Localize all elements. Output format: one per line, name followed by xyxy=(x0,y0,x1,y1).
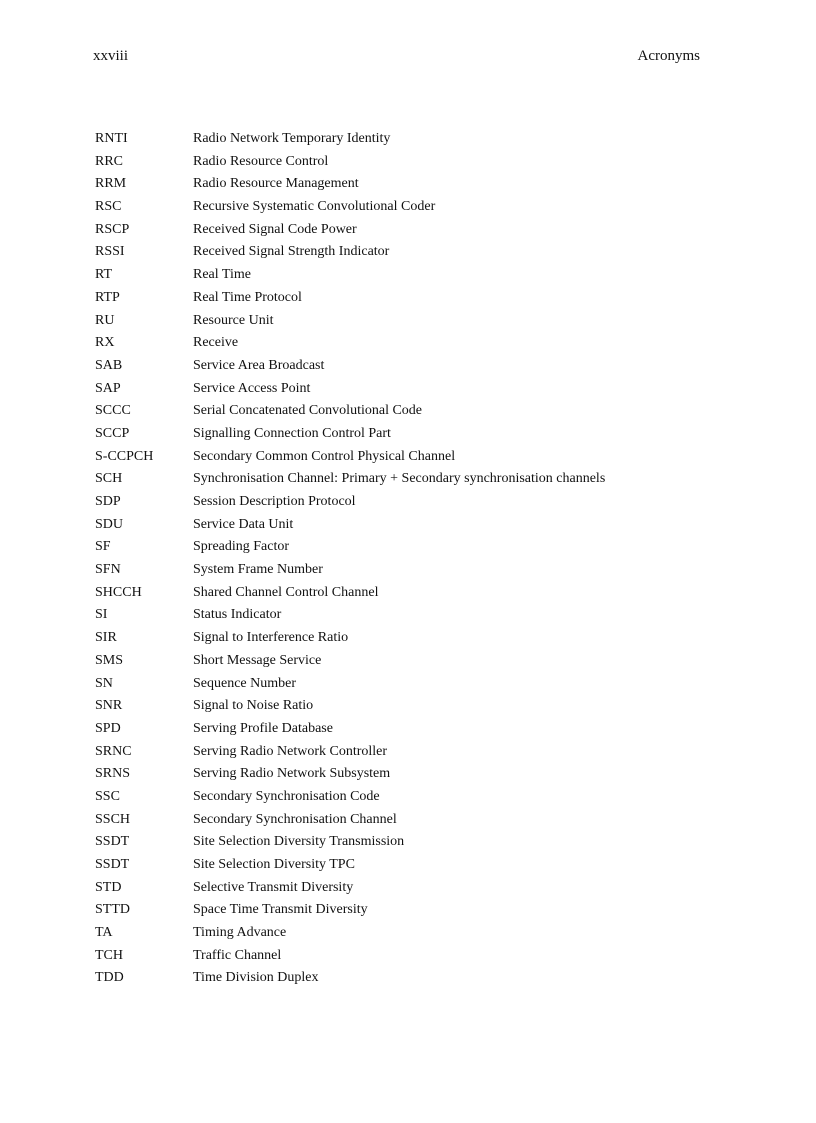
acronym-definition: Resource Unit xyxy=(193,312,274,328)
acronym-row xyxy=(95,514,735,537)
acronym-row xyxy=(95,945,735,968)
acronym-term: SCCP xyxy=(95,425,130,441)
acronym-definition: Time Division Duplex xyxy=(193,970,319,986)
acronym-term: SDP xyxy=(95,494,121,509)
acronym-definition: Serving Profile Database xyxy=(193,720,333,736)
acronym-row xyxy=(95,468,735,491)
acronym-row xyxy=(95,967,735,990)
acronym-row xyxy=(95,128,735,151)
acronym-definition: System Frame Number xyxy=(193,562,323,578)
acronym-row xyxy=(95,763,735,786)
acronym-definition: Radio Resource Management xyxy=(193,176,359,192)
acronym-row xyxy=(95,854,735,877)
acronym-term: S-CCPCH xyxy=(95,448,154,464)
acronym-definition: Real Time Protocol xyxy=(193,289,302,305)
acronym-definition: Received Signal Strength Indicator xyxy=(193,244,390,260)
acronym-term: SN xyxy=(95,675,113,691)
acronym-row xyxy=(95,310,735,333)
acronym-definition: Received Signal Code Power xyxy=(193,221,357,237)
acronym-term: TA xyxy=(95,925,113,941)
acronym-term: RT xyxy=(95,267,113,283)
acronym-definition: Radio Network Temporary Identity xyxy=(193,131,391,146)
acronym-definition: Spreading Factor xyxy=(193,539,290,555)
acronym-row xyxy=(95,536,735,559)
acronym-definition: Service Data Unit xyxy=(193,516,294,532)
acronym-row xyxy=(95,673,735,696)
acronym-term: SSCH xyxy=(95,811,131,827)
section-title: Acronyms xyxy=(637,48,700,64)
acronym-term: RSSI xyxy=(95,244,125,260)
acronym-definition: Serving Radio Network Subsystem xyxy=(193,766,391,782)
acronym-term: SFN xyxy=(95,562,121,578)
acronym-term: RX xyxy=(95,335,115,351)
acronym-term: SI xyxy=(95,607,108,623)
acronym-definition: Signal to Noise Ratio xyxy=(193,698,314,714)
acronym-row xyxy=(95,786,735,809)
acronym-term: RSCP xyxy=(95,221,130,237)
acronym-row xyxy=(95,446,735,469)
acronym-definition: Session Description Protocol xyxy=(193,494,356,509)
acronym-term: SMS xyxy=(95,652,124,668)
acronym-term: STTD xyxy=(95,902,130,918)
acronym-term: SPD xyxy=(95,720,121,736)
acronym-row xyxy=(95,559,735,582)
acronym-term: SF xyxy=(95,539,111,555)
acronym-row xyxy=(95,151,735,174)
acronym-definition: Service Area Broadcast xyxy=(193,357,325,373)
page-number: xxviii xyxy=(93,48,129,64)
acronym-definition: Serving Radio Network Controller xyxy=(193,743,388,759)
page-header xyxy=(93,48,700,70)
acronym-term: SNR xyxy=(95,698,123,714)
acronym-row xyxy=(95,695,735,718)
acronym-term: SCH xyxy=(95,471,123,487)
acronym-row xyxy=(95,809,735,832)
acronym-definition: Site Selection Diversity TPC xyxy=(193,857,355,872)
acronym-row xyxy=(95,582,735,605)
acronym-row xyxy=(95,899,735,922)
acronym-term: SRNC xyxy=(95,743,132,759)
acronym-row xyxy=(95,332,735,355)
acronym-row xyxy=(95,423,735,446)
acronym-term: RNTI xyxy=(95,131,128,146)
acronym-term: SSDT xyxy=(95,857,130,872)
acronym-term: RSC xyxy=(95,199,122,215)
acronym-definition: Space Time Transmit Diversity xyxy=(193,902,368,918)
acronym-row xyxy=(95,604,735,627)
acronym-definition: Timing Advance xyxy=(193,925,287,941)
acronym-definition: Signal to Interference Ratio xyxy=(193,630,349,646)
acronym-row xyxy=(95,219,735,242)
acronym-definition: Site Selection Diversity Transmission xyxy=(193,834,405,850)
acronym-row xyxy=(95,491,735,514)
acronym-term: RRM xyxy=(95,176,127,192)
acronym-row xyxy=(95,627,735,650)
acronym-row xyxy=(95,264,735,287)
acronym-term: RRC xyxy=(95,153,124,169)
acronym-term: SIR xyxy=(95,630,117,646)
acronym-term: SAB xyxy=(95,357,123,373)
acronym-definition: Service Access Point xyxy=(193,380,311,396)
acronym-term: SRNS xyxy=(95,766,131,782)
acronym-term: SAP xyxy=(95,380,121,396)
acronym-term: TCH xyxy=(95,947,123,963)
acronym-term: SHCCH xyxy=(95,584,142,600)
acronym-definition: Receive xyxy=(193,335,239,351)
acronym-row xyxy=(95,355,735,378)
acronym-row xyxy=(95,173,735,196)
acronym-row xyxy=(95,741,735,764)
acronym-definition: Secondary Common Control Physical Channel xyxy=(193,448,456,464)
acronym-term: RTP xyxy=(95,289,120,305)
acronym-row xyxy=(95,378,735,401)
acronym-row xyxy=(95,196,735,219)
acronym-row xyxy=(95,400,735,423)
acronym-definition: Synchronisation Channel: Primary + Secondary synchronisation channels xyxy=(193,471,606,487)
acronym-definition: Radio Resource Control xyxy=(193,153,329,169)
acronym-term: SSDT xyxy=(95,834,130,850)
acronym-row xyxy=(95,718,735,741)
acronym-row xyxy=(95,287,735,310)
acronym-definition: Real Time xyxy=(193,267,251,283)
acronym-definition: Shared Channel Control Channel xyxy=(193,584,379,600)
acronym-definition: Status Indicator xyxy=(193,607,282,623)
acronym-term: TDD xyxy=(95,970,124,986)
acronym-row xyxy=(95,831,735,854)
acronym-definition: Recursive Systematic Convolutional Coder xyxy=(193,199,436,215)
acronym-definition: Short Message Service xyxy=(193,652,322,668)
acronym-definition: Serial Concatenated Convolutional Code xyxy=(193,403,423,419)
acronym-term: SDU xyxy=(95,516,124,532)
acronym-term: SCCC xyxy=(95,403,131,419)
acronym-definition: Signalling Connection Control Part xyxy=(193,425,391,441)
acronym-definition: Sequence Number xyxy=(193,675,297,691)
acronym-definition: Selective Transmit Diversity xyxy=(193,879,354,895)
acronym-definition: Traffic Channel xyxy=(193,947,282,963)
acronym-row xyxy=(95,241,735,264)
acronym-term: RU xyxy=(95,312,115,328)
acronym-row xyxy=(95,877,735,900)
acronym-definition: Secondary Synchronisation Code xyxy=(193,788,380,804)
acronym-term: STD xyxy=(95,879,122,895)
acronym-row xyxy=(95,922,735,945)
acronym-list xyxy=(95,128,735,990)
acronym-term: SSC xyxy=(95,788,120,804)
acronym-row xyxy=(95,650,735,673)
acronym-definition: Secondary Synchronisation Channel xyxy=(193,811,397,827)
